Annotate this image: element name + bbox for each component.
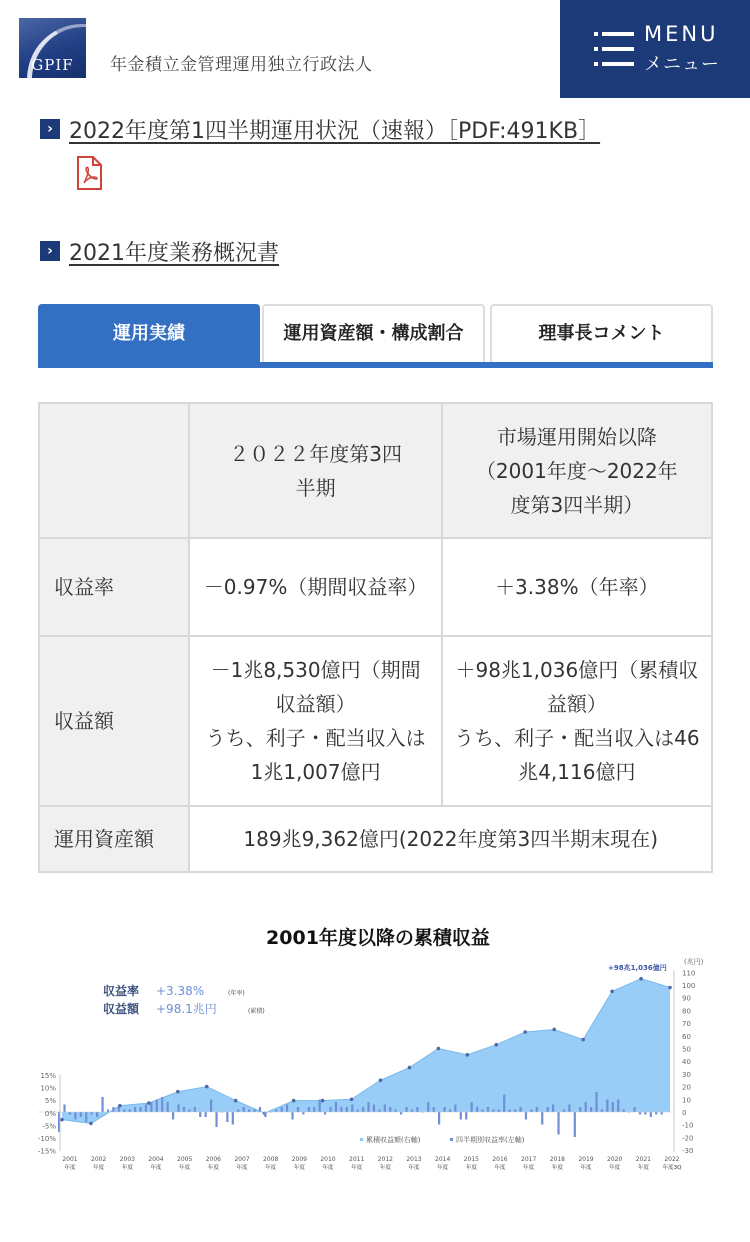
table-row-assets: [39, 806, 712, 872]
svg-text:40: 40: [682, 1058, 691, 1067]
svg-text:-10%: -10%: [38, 1135, 56, 1143]
svg-text:2020: 2020: [607, 1156, 623, 1163]
svg-text:累積収益額(右軸): 累積収益額(右軸): [366, 1136, 421, 1144]
svg-text:10%: 10%: [40, 1084, 56, 1093]
tab-assets-allocation[interactable]: 運用資産額・構成割合: [262, 304, 485, 362]
svg-text:2021: 2021: [635, 1156, 651, 1163]
svg-text:年度: 年度: [551, 1165, 563, 1171]
link-row-q1-report: [40, 114, 600, 145]
svg-text:年度: 年度: [121, 1165, 133, 1171]
svg-text:年度: 年度: [379, 1165, 391, 1171]
pdf-icon[interactable]: [76, 156, 102, 190]
svg-text:2001: 2001: [62, 1156, 78, 1163]
svg-text:2019: 2019: [578, 1156, 594, 1163]
table-row-rate: [39, 538, 712, 636]
svg-text:+98.1兆円: +98.1兆円: [156, 1002, 217, 1016]
chart-title: 2001年度以降の累積収益: [266, 927, 490, 949]
header-quarter: ２０２２年度第3四半期: [189, 403, 441, 538]
svg-text:年度: 年度: [64, 1165, 76, 1171]
header-since-inception: 市場運用開始以降 （2001年度～2022年度第3四半期）: [442, 403, 712, 538]
svg-text:2016: 2016: [492, 1156, 508, 1163]
svg-text:50: 50: [682, 1045, 691, 1054]
svg-text:2013: 2013: [406, 1156, 422, 1163]
svg-text:年度: 年度: [609, 1165, 621, 1171]
svg-text:2006: 2006: [205, 1156, 221, 1163]
svg-text:-30: -30: [682, 1147, 694, 1156]
svg-text:100: 100: [682, 982, 696, 990]
svg-text:年度: 年度: [494, 1165, 506, 1171]
svg-text:2011: 2011: [349, 1156, 365, 1163]
svg-text:年度: 年度: [351, 1165, 363, 1171]
assets-value: 189兆9,362億円(2022年度第3四半期末現在): [189, 806, 712, 872]
svg-text:四半期別収益率(左軸): 四半期別収益率(左軸): [456, 1136, 525, 1144]
svg-text:0: 0: [682, 1109, 687, 1117]
row-label-assets: 運用資産額: [39, 806, 189, 872]
svg-text:-15%: -15%: [38, 1147, 56, 1156]
svg-text:年度: 年度: [150, 1165, 162, 1171]
svg-text:年度: 年度: [408, 1165, 420, 1171]
svg-text:2002: 2002: [91, 1156, 107, 1163]
table-header-row: [39, 403, 712, 538]
menu-label-ja: メニュー: [644, 54, 720, 75]
chart-canvas: [38, 915, 718, 1175]
svg-text:80: 80: [682, 1007, 691, 1016]
link-row-annual-report: [40, 236, 279, 267]
svg-text:20: 20: [682, 1083, 691, 1092]
tab-president-comment[interactable]: 理事長コメント: [490, 304, 713, 362]
svg-text:2012: 2012: [377, 1156, 393, 1163]
hamburger-icon: [594, 30, 634, 68]
svg-text:年度: 年度: [236, 1165, 248, 1171]
svg-text:年度: 年度: [437, 1165, 449, 1171]
chevron-right-icon: ›: [40, 241, 60, 261]
svg-text:年度: 年度: [322, 1165, 334, 1171]
svg-text:(年率): (年率): [228, 990, 245, 997]
tab-underline: [38, 362, 713, 368]
org-name: 年金積立金管理運用独立行政法人: [110, 55, 373, 75]
svg-text:+98兆1,036億円: +98兆1,036億円: [608, 964, 667, 972]
svg-text:年度: 年度: [179, 1165, 191, 1171]
svg-text:年度: 年度: [93, 1165, 105, 1171]
gpif-logo[interactable]: [19, 18, 86, 78]
svg-text:年度: 年度: [523, 1165, 535, 1171]
svg-text:2022: 2022: [664, 1156, 680, 1163]
svg-text:2007: 2007: [234, 1156, 250, 1163]
amount-since: ＋98兆1,036億円（累積収益額） うち、利子・配当収入は46兆4,116億円: [442, 636, 712, 806]
svg-text:2008: 2008: [263, 1156, 279, 1163]
svg-text:60: 60: [682, 1032, 691, 1041]
svg-text:2017: 2017: [521, 1156, 537, 1163]
svg-text:2010: 2010: [320, 1156, 336, 1163]
table-row-amount: [39, 636, 712, 806]
site-header: [0, 0, 750, 98]
svg-text:2014: 2014: [435, 1156, 451, 1163]
header-empty-cell: [39, 403, 189, 538]
q1-report-pdf-link[interactable]: 2022年度第1四半期運用状況（速報）［PDF:491KB］: [69, 119, 601, 144]
chevron-right-icon: ›: [40, 119, 60, 139]
tab-bar: [38, 304, 713, 368]
svg-text:10: 10: [682, 1096, 691, 1105]
svg-text:+3.38%: +3.38%: [156, 984, 205, 998]
svg-text:年度: 年度: [207, 1165, 219, 1171]
svg-text:(累積): (累積): [248, 1008, 265, 1015]
rate-quarter: －0.97%（期間収益率）: [189, 538, 441, 636]
amount-quarter: －1兆8,530億円（期間収益額） うち、利子・配当収入は1兆1,007億円: [189, 636, 441, 806]
svg-text:年度3Q: 年度3Q: [662, 1165, 682, 1171]
svg-text:-20: -20: [682, 1134, 694, 1143]
svg-text:収益率: 収益率: [103, 984, 140, 998]
svg-text:年度: 年度: [465, 1165, 477, 1171]
svg-text:0%: 0%: [44, 1109, 56, 1118]
rate-since: ＋3.38%（年率）: [442, 538, 712, 636]
svg-text:年度: 年度: [293, 1165, 305, 1171]
cumulative-return-chart: [38, 915, 718, 1175]
svg-text:2004: 2004: [148, 1156, 164, 1163]
row-label-rate: 収益率: [39, 538, 189, 636]
svg-text:2009: 2009: [291, 1156, 307, 1163]
svg-text:90: 90: [682, 994, 691, 1003]
svg-text:2015: 2015: [463, 1156, 479, 1163]
logo-text: GPIF: [31, 56, 74, 74]
svg-text:(兆円): (兆円): [684, 958, 704, 966]
performance-table: [38, 402, 713, 873]
svg-text:15%: 15%: [40, 1072, 56, 1080]
menu-label-en: MENU: [644, 22, 719, 46]
svg-text:2018: 2018: [549, 1156, 565, 1163]
svg-text:110: 110: [682, 969, 696, 978]
svg-text:-10: -10: [682, 1121, 694, 1130]
svg-text:年度: 年度: [265, 1165, 277, 1171]
svg-text:年度: 年度: [637, 1165, 649, 1171]
row-label-amount: 収益額: [39, 636, 189, 806]
annual-report-link[interactable]: 2021年度業務概況書: [69, 241, 279, 266]
svg-text:5%: 5%: [44, 1097, 56, 1106]
svg-text:収益額: 収益額: [103, 1002, 140, 1016]
svg-text:年度: 年度: [580, 1165, 592, 1171]
tab-performance[interactable]: 運用実績: [38, 304, 260, 366]
menu-button[interactable]: [560, 0, 750, 98]
svg-text:-5%: -5%: [42, 1122, 56, 1131]
svg-text:70: 70: [682, 1020, 691, 1029]
svg-text:2005: 2005: [177, 1156, 193, 1163]
svg-text:2003: 2003: [119, 1156, 135, 1163]
svg-text:30: 30: [682, 1070, 691, 1079]
